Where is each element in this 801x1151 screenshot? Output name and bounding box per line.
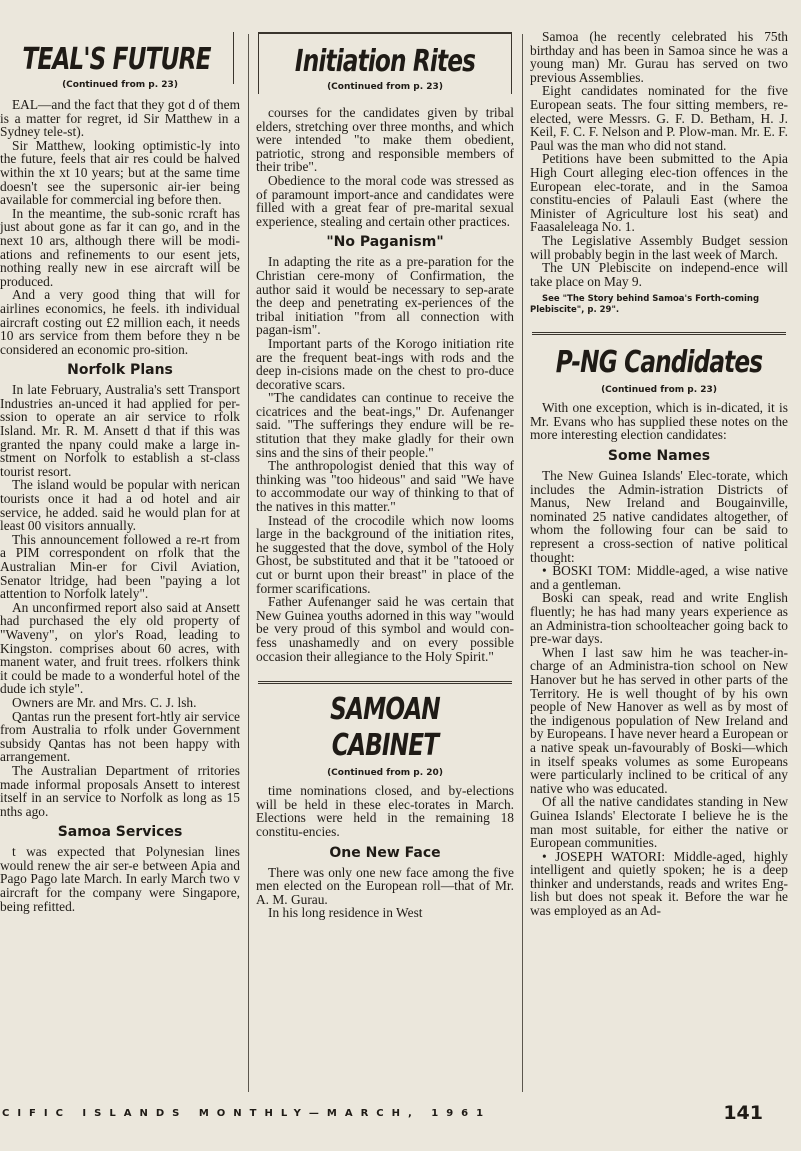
- png-candidates-body: [530, 401, 788, 442]
- paragraph: Eight candidates nominated for the five European seats. The four sitting members, re-elected, were Messrs. G. F. D. Betham, H. J. Keil, F. C. F. Nelson and P. Plow-man. Mr. E. F. Paul was the man who did not stand.: [530, 83, 788, 153]
- paragraph: Of all the native candidates standing in New Guinea Islands' Electorate I believe he is the man most suitable, for either the native or European communities.: [530, 794, 788, 851]
- samoan-cabinet-body: [256, 784, 514, 838]
- column-right: [530, 0, 788, 918]
- paragraph: The anthropologist denied that this way of thinking was "too hideous" and said "We have to accommodate our way of thinking to that of the natives in this matter.": [256, 458, 514, 515]
- teals-future-continued: (Continued from p. 23): [62, 80, 178, 90]
- paragraph: When I last saw him he was teacher-in-charge of an Administra-tion school on New Hanover but he has served in other parts of the Territory. He is well thought of by his own people of New Hanover as well as by most of the indigenous population of New Ireland and by Europeans. I have never heard a European or a native speak un-favourably of Boski—which in itself speaks volumes as some Europeans were particularly inclined to be critical of any native who was educated.: [530, 644, 788, 796]
- paragraph: The island would be popular with nerican tourists once it had a od hotel and air service, he added. said he would plan for at least 00 visitors annually.: [0, 477, 240, 534]
- column-middle: [256, 0, 514, 920]
- paragraph: Owners are Mr. and Mrs. C. J. lsh.: [12, 694, 197, 710]
- paragraph: • BOSKI TOM: Middle-aged, a wise native and a gentleman.: [530, 563, 788, 592]
- paragraph: Samoa (he recently celebrated his 75th birthday and has been in Samoa since he was a young man) Mr. Gurau has served on two previous Assemblies.: [530, 29, 788, 85]
- paragraph: The Legislative Assembly Budget session will probably begin in the last week of March.: [530, 232, 788, 262]
- samoan-cabinet-continued: (Continued from p. 20): [327, 768, 443, 779]
- paragraph: Sir Matthew, looking optimistic-ly into the future, feels that air res could be halved within the xt 10 years; but at the same time doesn't see the supersonic air-ier being available for commercial ing before then.: [0, 137, 240, 208]
- paragraph: Father Aufenanger said he was certain that New Guinea youths adorned in this way "would be very proud of this symbol and would con-fess unashamedly and on every possible occasion their allegiance to the Holy Spirit.": [256, 594, 514, 664]
- paragraph: Important parts of the Korogo initiation rite are the frequent beat-ings with rods and the deep in-cisions made on the chest to pro-duce decorative scars.: [256, 335, 514, 392]
- some-names-body: [530, 469, 788, 918]
- paragraph: Instead of the crocodile which now looms large in the background of the initiation rites, he suggested that the dove, symbol of the Holy Ghost, be substituted and that it be "tatooed or cut or burnt upon their breast" in place of the former scarifications.: [256, 512, 514, 596]
- samoa-services-body: [0, 845, 240, 913]
- one-new-face-body: [256, 866, 514, 920]
- paragraph: This announcement followed a re-rt from a PIM correspondent on rfolk that the Australian Min-er for Civil Aviation, Senator ltridge, had been "paying a lot attention to Norfolk lately".: [0, 531, 240, 602]
- paragraph: courses for the candidates given by tribal elders, stretching over three months, and which were intended "to make them obedient, patriotic, strong and responsible members of their tribe".: [256, 105, 514, 175]
- column-left: [0, 0, 240, 913]
- png-candidates-continued: (Continued from p. 23): [601, 385, 717, 396]
- paragraph: There was only one new face among the five men elected on the European roll—that of Mr. A. M. Gurau.: [256, 864, 514, 907]
- column-divider-2: [522, 34, 523, 1092]
- samoa-services-subhead: Samoa Services: [57, 824, 183, 841]
- paragraph: In his long residence in West: [268, 905, 423, 921]
- initiation-rites-header: [258, 32, 512, 94]
- teals-future-body: [0, 98, 240, 356]
- paragraph: In the meantime, the sub-sonic rcraft has just about gone as far it can go, and in the next 10 ars, although there will be modi-ations and refinements to our esent jets, nothing really new in ese aircraft will be produced.: [0, 205, 240, 289]
- paragraph: "The candidates can continue to receive the cicatrices and the beat-ings," Dr. Aufenanger said. "The sufferings they endure will be re-stitution that they make gladly for their own sins and the sins of their people.": [256, 390, 514, 460]
- paragraph: time nominations closed, and by-elections will be held in these elec-torates in March. Elections were held in the remaining 18 constitu-encies.: [256, 783, 514, 839]
- paragraph: Obedience to the moral code was stressed as of paramount import-ance and candidates were filled with a great fear of pre-marital sexual experience, stealing and certain other practices.: [256, 172, 514, 229]
- png-candidates-headline: P-NG Candidates: [555, 345, 763, 381]
- paragraph: Qantas run the present fort-htly air service from Australia to rfolk under Government subsidy Qantas has not been happy with arrangement.: [0, 708, 240, 765]
- teals-future-headline: TEAL'S FUTURE: [22, 42, 211, 77]
- samoa-continued-body: [530, 30, 788, 288]
- samoan-cabinet-rule: [258, 681, 512, 684]
- paragraph: An unconfirmed report also said at Ansett had purchased the ely old property of "Waveny", on ylor's Road, leading to Kingston. comprises about 60 acres, with manent water, and fruit trees. rfolkers think it could be made to a wonderful hotel of the dude ich style".: [0, 599, 240, 697]
- paragraph: The UN Plebiscite on independ-ence will take place on May 9.: [530, 260, 788, 289]
- samoan-cabinet-headline: SAMOAN CABINET: [330, 692, 440, 764]
- paragraph: In late February, Australia's sett Transport Industries an-unced it had applied for per-ssion to operate an air service to rfolk Island. Mr. R. M. Ansett d that if this was granted the npany could make a large in-stment on Norfolk to establish a st-class tourist resort.: [0, 382, 240, 479]
- plebiscite-note: See "The Story behind Samoa's Forth-coming Plebiscite", p. 29".: [530, 294, 760, 316]
- no-paganism-body: [256, 255, 514, 663]
- norfolk-plans-subhead: Norfolk Plans: [67, 362, 173, 379]
- paragraph: Petitions have been submitted to the Apia High Court alleging elec-tion offences in the European elec-torate, and in the Samoa constitu-encies of Palauli East (where the Minister of Agriculture lost his seat) and Faasaleleaga No. 1.: [530, 151, 788, 235]
- paragraph: t was expected that Polynesian lines would renew the air ser-e between Apia and Pago Pago late March. In early March two v aircraft for the company were Singapore, being refitted.: [0, 844, 240, 914]
- teals-future-header: [0, 32, 234, 84]
- page-footer: [0, 1102, 801, 1148]
- paragraph: With one exception, which is in-dicated, it is Mr. Evans who has supplied these notes on the more interesting election candidates:: [530, 400, 788, 443]
- paragraph: The New Guinea Islands' Elec-torate, which includes the Admin-istration Districts of Manus, New Ireland and Bougainville, nominated 25 native candidates altogether, of whom the following four can be said to represent a cross-section of native political thought:: [530, 468, 788, 565]
- paragraph: And a very good thing that will for airlines economics, he feels. ith individual aircraft costing out £2 million each, it needs 10 ars service from them before they n be considered an economic pro-sition.: [0, 287, 240, 357]
- one-new-face-subhead: One New Face: [329, 844, 441, 861]
- initiation-rites-headline: Initiation Rites: [294, 44, 476, 79]
- initiation-rites-continued: (Continued from p. 23): [327, 82, 443, 92]
- norfolk-plans-body: [0, 383, 240, 818]
- paragraph: Boski can speak, read and write English fluently; he has had many years experience as an Administra-tion schoolteacher going back to pre-war days.: [530, 590, 788, 647]
- page-number: 141: [723, 1102, 763, 1124]
- paragraph: The Australian Department of rritories made informal proposals Ansett to interest itself in an service to Norfolk as long as 15 nths ago.: [0, 762, 240, 819]
- column-divider-1: [248, 34, 249, 1092]
- initiation-rites-body: [256, 106, 514, 228]
- publication-line: CIFIC ISLANDS MONTHLY—MARCH, 1961: [2, 1108, 492, 1119]
- no-paganism-subhead: "No Paganism": [326, 234, 444, 251]
- paragraph: • JOSEPH WATORI: Middle-aged, highly intelligent and quietly spoken; he is a deep thinker and understands, reads and writes Eng-lish but does not speak it. Before the war he was employed as an Ad-: [530, 848, 788, 919]
- png-candidates-rule: [532, 332, 786, 335]
- paragraph: In adapting the rite as a pre-paration for the Christian cere-mony of Confirmation, the author said it would be necessary to sep-arate the deep and penetrating ex-periences of the tribal initiation "from all connection with pagan-ism".: [256, 254, 514, 338]
- paragraph: EAL—and the fact that they got d of them is a matter for regret, id Sir Matthew in a Sydney tele-st).: [0, 97, 240, 140]
- some-names-subhead: Some Names: [607, 448, 711, 465]
